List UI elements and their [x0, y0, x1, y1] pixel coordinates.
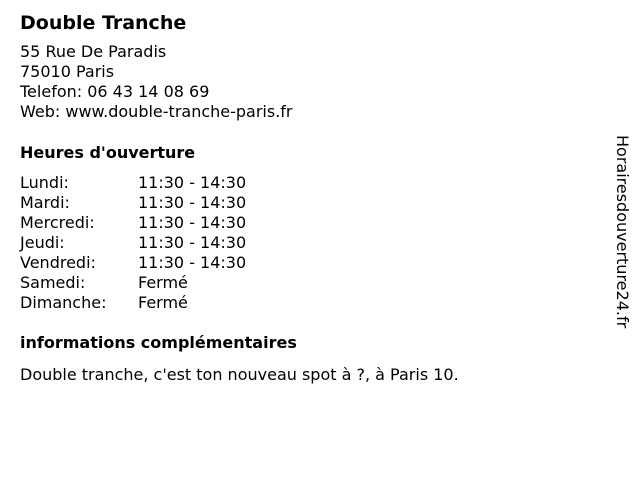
info-text: Double tranche, c'est ton nouveau spot à ?, à Paris 10. — [20, 365, 459, 384]
hours-row-sunday — [20, 293, 600, 313]
hours-day: Lundi: — [20, 173, 69, 192]
phone-number: Telefon: 06 43 14 08 69 — [20, 82, 210, 101]
hours-day: Mercredi: — [20, 213, 95, 232]
info-title: informations complémentaires — [20, 333, 297, 352]
hours-day: Mardi: — [20, 193, 70, 212]
hours-time: 11:30 - 14:30 — [138, 253, 247, 272]
hours-time: Fermé — [138, 273, 188, 292]
website: Web: www.double-tranche-paris.fr — [20, 102, 293, 121]
business-card — [20, 10, 600, 385]
hours-title: Heures d'ouverture — [20, 143, 196, 162]
business-name: Double Tranche — [20, 12, 187, 34]
hours-row-friday — [20, 253, 600, 273]
hours-row-monday — [20, 173, 600, 193]
address-city: 75010 Paris — [20, 62, 115, 81]
hours-day: Samedi: — [20, 273, 86, 292]
hours-row-wednesday — [20, 213, 600, 233]
hours-row-saturday — [20, 273, 600, 293]
hours-day: Vendredi: — [20, 253, 96, 272]
hours-day: Dimanche: — [20, 293, 107, 312]
hours-time: Fermé — [138, 293, 188, 312]
hours-day: Jeudi: — [20, 233, 65, 252]
address-block — [20, 42, 600, 122]
hours-time: 11:30 - 14:30 — [138, 233, 247, 252]
hours-time: 11:30 - 14:30 — [138, 173, 247, 192]
hours-time: 11:30 - 14:30 — [138, 213, 247, 232]
address-street: 55 Rue De Paradis — [20, 42, 167, 61]
hours-row-tuesday — [20, 193, 600, 213]
hours-table — [20, 173, 600, 313]
site-watermark: Horairesdouverture24.fr — [613, 135, 632, 329]
hours-time: 11:30 - 14:30 — [138, 193, 247, 212]
hours-row-thursday — [20, 233, 600, 253]
